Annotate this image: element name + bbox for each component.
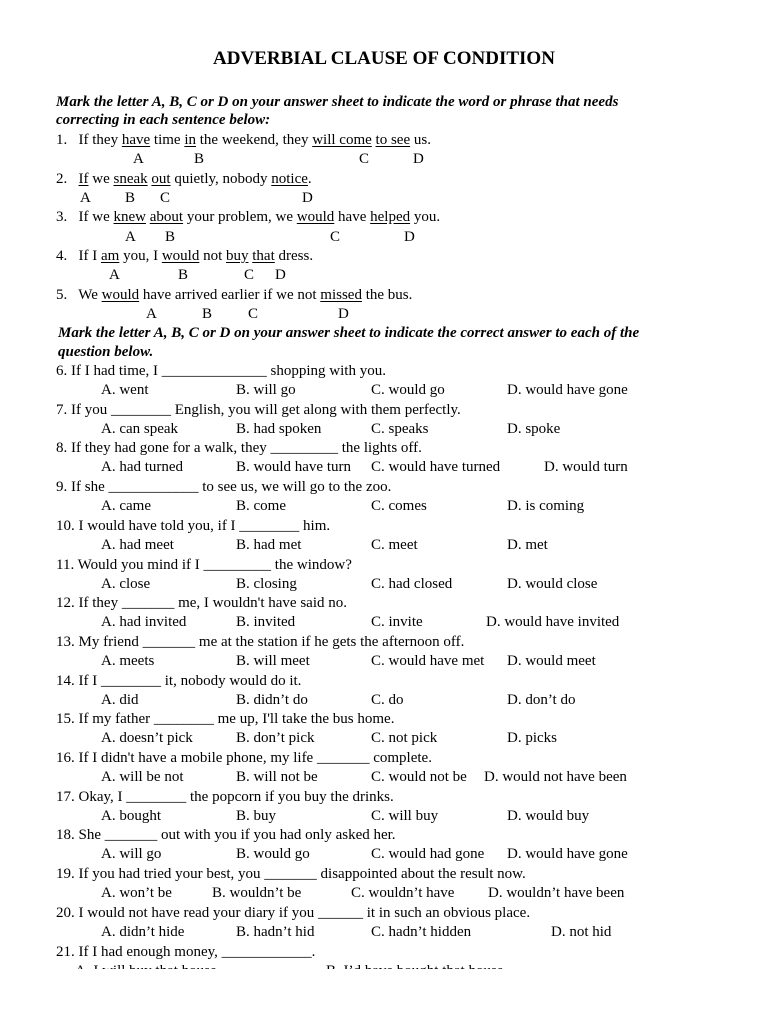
answer-option[interactable]: B. hadn’t hid	[236, 924, 315, 940]
answer-option[interactable]: A. meets	[101, 653, 155, 669]
answer-option[interactable]: C. meet	[371, 537, 418, 553]
answer-option[interactable]: D. would have gone	[507, 846, 628, 862]
answer-option[interactable]: A. had meet	[101, 537, 174, 553]
answer-option[interactable]: A. went	[101, 382, 149, 398]
answer-option[interactable]: D. would have gone	[507, 382, 628, 398]
error-item-5: 5. We would have arrived earlier if we not missed the bus.	[56, 287, 413, 303]
answer-option[interactable]: B. come	[236, 498, 286, 514]
answer-option[interactable]: A. came	[101, 498, 151, 514]
answer-option[interactable]: A. won’t be	[101, 885, 172, 901]
question-stem: 13. My friend _______ me at the station if he gets the afternoon off.	[56, 634, 465, 650]
answer-option[interactable]: D. wouldn’t have been	[488, 885, 625, 901]
question-stem: 18. She _______ out with you if you had only asked her.	[56, 827, 396, 843]
answer-option[interactable]: B. closing	[236, 576, 297, 592]
instruction-mc-line2: question below.	[58, 344, 154, 360]
error-item-3: 3. If we knew about your problem, we would have helped you.	[56, 209, 441, 225]
instruction-error-line2: correcting in each sentence below:	[56, 112, 271, 128]
answer-option[interactable]: B. will not be	[236, 769, 318, 785]
instruction-error-line1: Mark the letter A, B, C or D on your answer sheet to indicate the word or phrase that needs	[56, 94, 619, 110]
answer-option[interactable]: D. don’t do	[507, 692, 576, 708]
answer-option[interactable]: C. comes	[371, 498, 427, 514]
answer-option[interactable]: C. invite	[371, 614, 423, 630]
answer-option[interactable]: D. would buy	[507, 808, 590, 824]
page-title: ADVERBIAL CLAUSE OF CONDITION	[213, 48, 555, 69]
instruction-mc-line1: Mark the letter A, B, C or D on your answer sheet to indicate the correct answer to each of the	[58, 325, 640, 341]
answer-option[interactable]: B. had spoken	[236, 421, 322, 437]
answer-option[interactable]: A. will go	[101, 846, 162, 862]
answer-option[interactable]: B. wouldn’t be	[212, 885, 302, 901]
answer-option[interactable]: C. would go	[371, 382, 445, 398]
answer-option[interactable]: D. would close	[507, 576, 598, 592]
answer-option[interactable]: C. had closed	[371, 576, 453, 592]
answer-option[interactable]: B. would go	[236, 846, 310, 862]
answer-option[interactable]: A. close	[101, 576, 151, 592]
answer-option[interactable]: C. would had gone	[371, 846, 485, 862]
question-stem: 10. I would have told you, if I ________ him.	[56, 518, 331, 534]
answer-option[interactable]: D. not hid	[551, 924, 612, 940]
answer-option[interactable]: A. had invited	[101, 614, 187, 630]
error-item-4: 4. If I am you, I would not buy that dress.	[56, 248, 314, 264]
answer-option[interactable]: C. will buy	[371, 808, 439, 824]
question-stem: 17. Okay, I ________ the popcorn if you buy the drinks.	[56, 789, 394, 805]
answer-option[interactable]: C. speaks	[371, 421, 429, 437]
question-stem: 8. If they had gone for a walk, they _________ the lights off.	[56, 440, 422, 456]
answer-option[interactable]: C. would not be	[371, 769, 467, 785]
answer-option[interactable]: B. don’t pick	[236, 730, 315, 746]
error-item-2: 2. If we sneak out quietly, nobody notice.	[56, 171, 312, 187]
question-stem: 7. If you ________ English, you will get along with them perfectly.	[56, 402, 461, 418]
question-stem: 6. If I had time, I ______________ shopping with you.	[56, 363, 386, 379]
answer-option[interactable]: A. had turned	[101, 459, 184, 475]
question-stem: 16. If I didn't have a mobile phone, my life _______ complete.	[56, 750, 432, 766]
answer-option[interactable]: D. would not have been	[484, 769, 627, 785]
answer-option[interactable]: A. did	[101, 692, 139, 708]
answer-option[interactable]: C. not pick	[371, 730, 438, 746]
question-stem: 14. If I ________ it, nobody would do it.	[56, 673, 302, 689]
answer-option[interactable]: A. can speak	[101, 421, 179, 437]
answer-option[interactable]: A. doesn’t pick	[101, 730, 193, 746]
answer-option[interactable]: D. would turn	[544, 459, 628, 475]
answer-option[interactable]: B. didn’t do	[236, 692, 308, 708]
answer-option[interactable]: C. hadn’t hidden	[371, 924, 472, 940]
answer-option[interactable]: C. would have turned	[371, 459, 501, 475]
answer-option[interactable]: C. do	[371, 692, 404, 708]
worksheet-page: ADVERBIAL CLAUSE OF CONDITION Mark the letter A, B, C or D on your answer sheet to indicate the word or phrase that needs correcting in each sentence below: 1. If they have time in the weekend, they will come to see us. A B C D 2. If we sneak out quietly, nobody notice. A B C D 3. If we knew about your problem, we would have helped you. A B C D 4. If I am you, I would not buy that dress. A B C D 5. We would have arrived earlier if we not missed the bus. A B C D Mark the letter A, B, C or D on your answer sheet to indicate the correct answer to each of the question below. 6. If I had time, I ______________ shopping with you. A. went B. will go C. would go D. would have gone 7. If you ________ English, you will get along with them perfectly. A. can speak B. had spoken C. speaks D. spoke 8. If they had gone for a walk, they _________ the lights off. A. had turned B. would have turn C. would have turned D. would turn 9. If she ____________ to see us, we will go to the zoo. A. came B. come C. comes D. is coming 10. I would have told you, if I ________ him. A. had meet B. had met C. meet D. met 11. Would you mind if I _________ the window? A. close B. closing C. had closed D. would close 12. If they _______ me, I wouldn't have said no. A. had invited B. invited C. invite D. would have invited 13. My friend _______ me at the station if he gets the afternoon off. A. meets B. will meet C. would have met D. would meet 14. If I ________ it, nobody would do it. A. did B. didn’t do C. do D. don’t do 15. If my father ________ me up, I'll take the bus home. A. doesn’t pick B. don’t pick C. not pick D. picks 16. If I didn't have a mobile phone, my life _______ complete. A. will be not B. will not be C. would not be D. would not have been 17. Okay, I ________ the popcorn if you buy the drinks. A. bought B. buy C. will buy D. would buy 18. She _______ out with you if you had only asked her. A. will go B. would go C. would had gone D. would have gone 19. If you had tried your best, you _______ disappointed about the result now. A. won’t be B. wouldn’t be C. wouldn’t have D. wouldn’t have been 20. I would not have read your diary if you ______ it in such an obvious place. A. didn’t hide B. hadn’t hid C. hadn’t hidden D. not hid 21. If I had enough money, ____________.	[0, 0, 768, 1024]
answer-option[interactable]: B. will meet	[236, 653, 310, 669]
answer-option[interactable]: B. had met	[236, 537, 302, 553]
answer-option[interactable]: D. would have invited	[486, 614, 620, 630]
answer-option[interactable]: C. wouldn’t have	[351, 885, 455, 901]
answer-option[interactable]: B. invited	[236, 614, 296, 630]
page-cutoff	[0, 969, 768, 1024]
answer-option[interactable]: D. spoke	[507, 421, 561, 437]
question-stem: 11. Would you mind if I _________ the window?	[56, 557, 352, 573]
answer-option[interactable]: D. is coming	[507, 498, 585, 514]
answer-option[interactable]: A. didn’t hide	[101, 924, 185, 940]
answer-option[interactable]: B. buy	[236, 808, 277, 824]
question-stem: 12. If they _______ me, I wouldn't have said no.	[56, 595, 347, 611]
answer-option[interactable]: A. will be not	[101, 769, 184, 785]
question-stem: 9. If she ____________ to see us, we will go to the zoo.	[56, 479, 392, 495]
answer-option[interactable]: D. met	[507, 537, 548, 553]
error-item-1: 1. If they have time in the weekend, they will come to see us.	[56, 132, 431, 148]
question-stem: 21. If I had enough money, ____________.	[56, 944, 316, 960]
question-stem: 19. If you had tried your best, you _______ disappointed about the result now.	[56, 866, 526, 882]
answer-option[interactable]: D. would meet	[507, 653, 596, 669]
answer-option[interactable]: A. bought	[101, 808, 161, 824]
answer-option[interactable]: C. would have met	[371, 653, 485, 669]
question-stem: 20. I would not have read your diary if you ______ it in such an obvious place.	[56, 905, 531, 921]
answer-option[interactable]: D. picks	[507, 730, 557, 746]
answer-option[interactable]: B. will go	[236, 382, 296, 398]
question-stem: 15. If my father ________ me up, I'll take the bus home.	[56, 711, 395, 727]
answer-option[interactable]: B. would have turn	[236, 459, 351, 475]
